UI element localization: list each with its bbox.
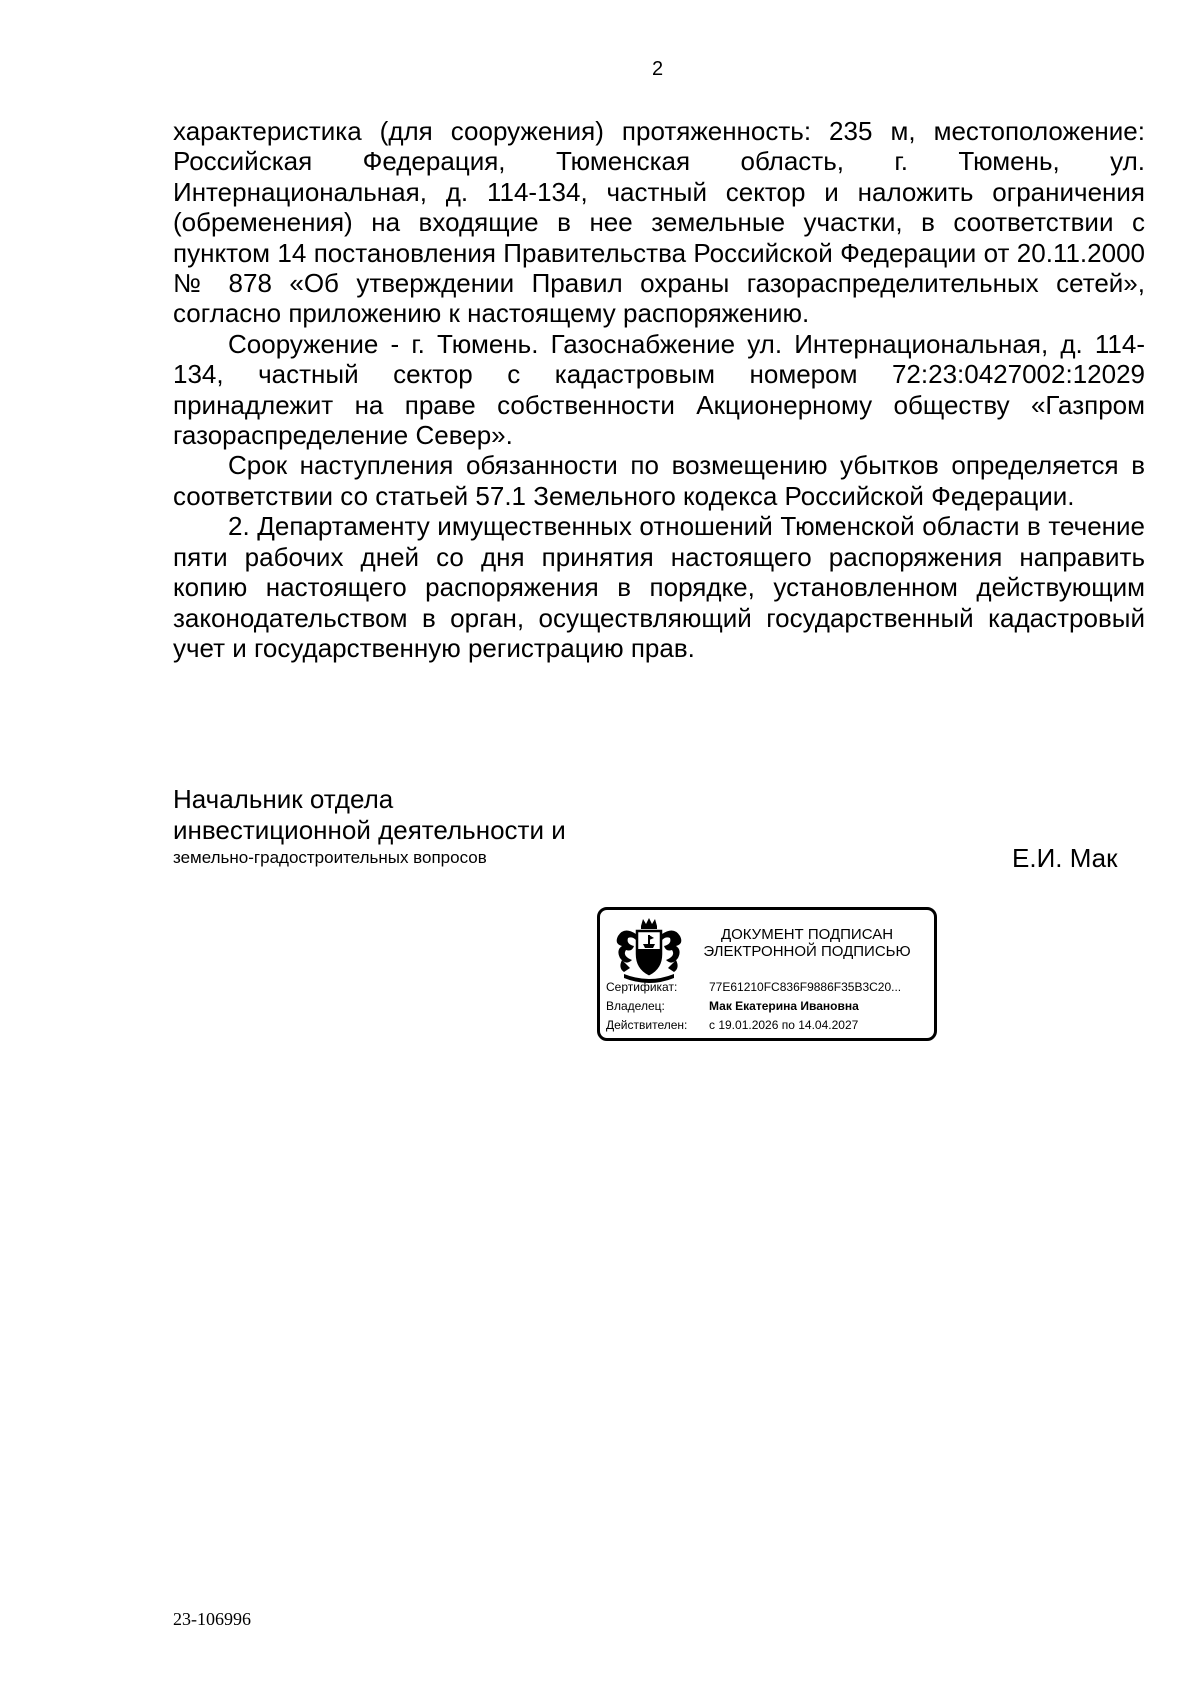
validity-row xyxy=(606,1016,933,1035)
stamp-details xyxy=(606,978,933,1035)
electronic-signature-stamp xyxy=(597,907,937,1041)
paragraph: характеристика (для сооружения) протяженность: 235 м, местоположение: Российская Федерация, Тюменская область, г. Тюмень, ул. Интернациональная, д. 114-134, частный сектор и наложить ограничения (обременения) на входящие в нее земельные участки, в соответствии с пунктом 14 постановления Правительства Российской Федерации от 20.11.2000 № 878 «Об утверждении Правил охраны газораспределительных сетей», согласно приложению к настоящему распоряжению. xyxy=(173,116,1145,329)
paragraph: Срок наступления обязанности по возмещению убытков определяется в соответствии со статьей 57.1 Земельного кодекса Российской Федерации. xyxy=(173,450,1145,511)
paragraph: 2. Департаменту имущественных отношений Тюменской области в течение пяти рабочих дней со дня принятия настоящего распоряжения направить копию настоящего распоряжения в порядке, установленном действующим законодательством в орган, осуществляющий государственный кадастровый учет и государственную регистрацию прав. xyxy=(173,511,1145,663)
signer-name: Е.И. Мак xyxy=(1012,843,1118,873)
certificate-row xyxy=(606,978,933,997)
document-code: 23-106996 xyxy=(173,1609,251,1629)
owner-label: Владелец: xyxy=(606,999,665,1013)
signer-title-line: инвестиционной деятельности и xyxy=(173,815,566,845)
owner-value: Мак Екатерина Ивановна xyxy=(709,999,859,1013)
signer-title-line: земельно-градостроительных вопросов xyxy=(173,848,487,867)
signer-title-line: Начальник отдела xyxy=(173,784,394,814)
certificate-label: Сертификат: xyxy=(606,980,678,994)
certificate-value: 77E61210FC836F9886F35B3C20... xyxy=(709,980,902,994)
document-body xyxy=(173,116,1145,663)
owner-row xyxy=(606,997,933,1016)
stamp-heading-line: ЭЛЕКТРОННОЙ ПОДПИСЬЮ xyxy=(703,943,911,960)
validity-label: Действителен: xyxy=(606,1018,688,1032)
validity-value: с 19.01.2026 по 14.04.2027 xyxy=(709,1018,859,1032)
stamp-heading-line: ДОКУМЕНТ ПОДПИСАН xyxy=(720,926,894,943)
page-number: 2 xyxy=(651,58,664,80)
paragraph: Сооружение - г. Тюмень. Газоснабжение ул. Интернациональная, д. 114-134, частный сектор с кадастровым номером 72:23:0427002:12029 принадлежит на праве собственности Акционерному обществу «Газпром газораспределение Север». xyxy=(173,328,1145,451)
stamp-heading xyxy=(692,926,922,960)
signer-title xyxy=(173,784,566,870)
